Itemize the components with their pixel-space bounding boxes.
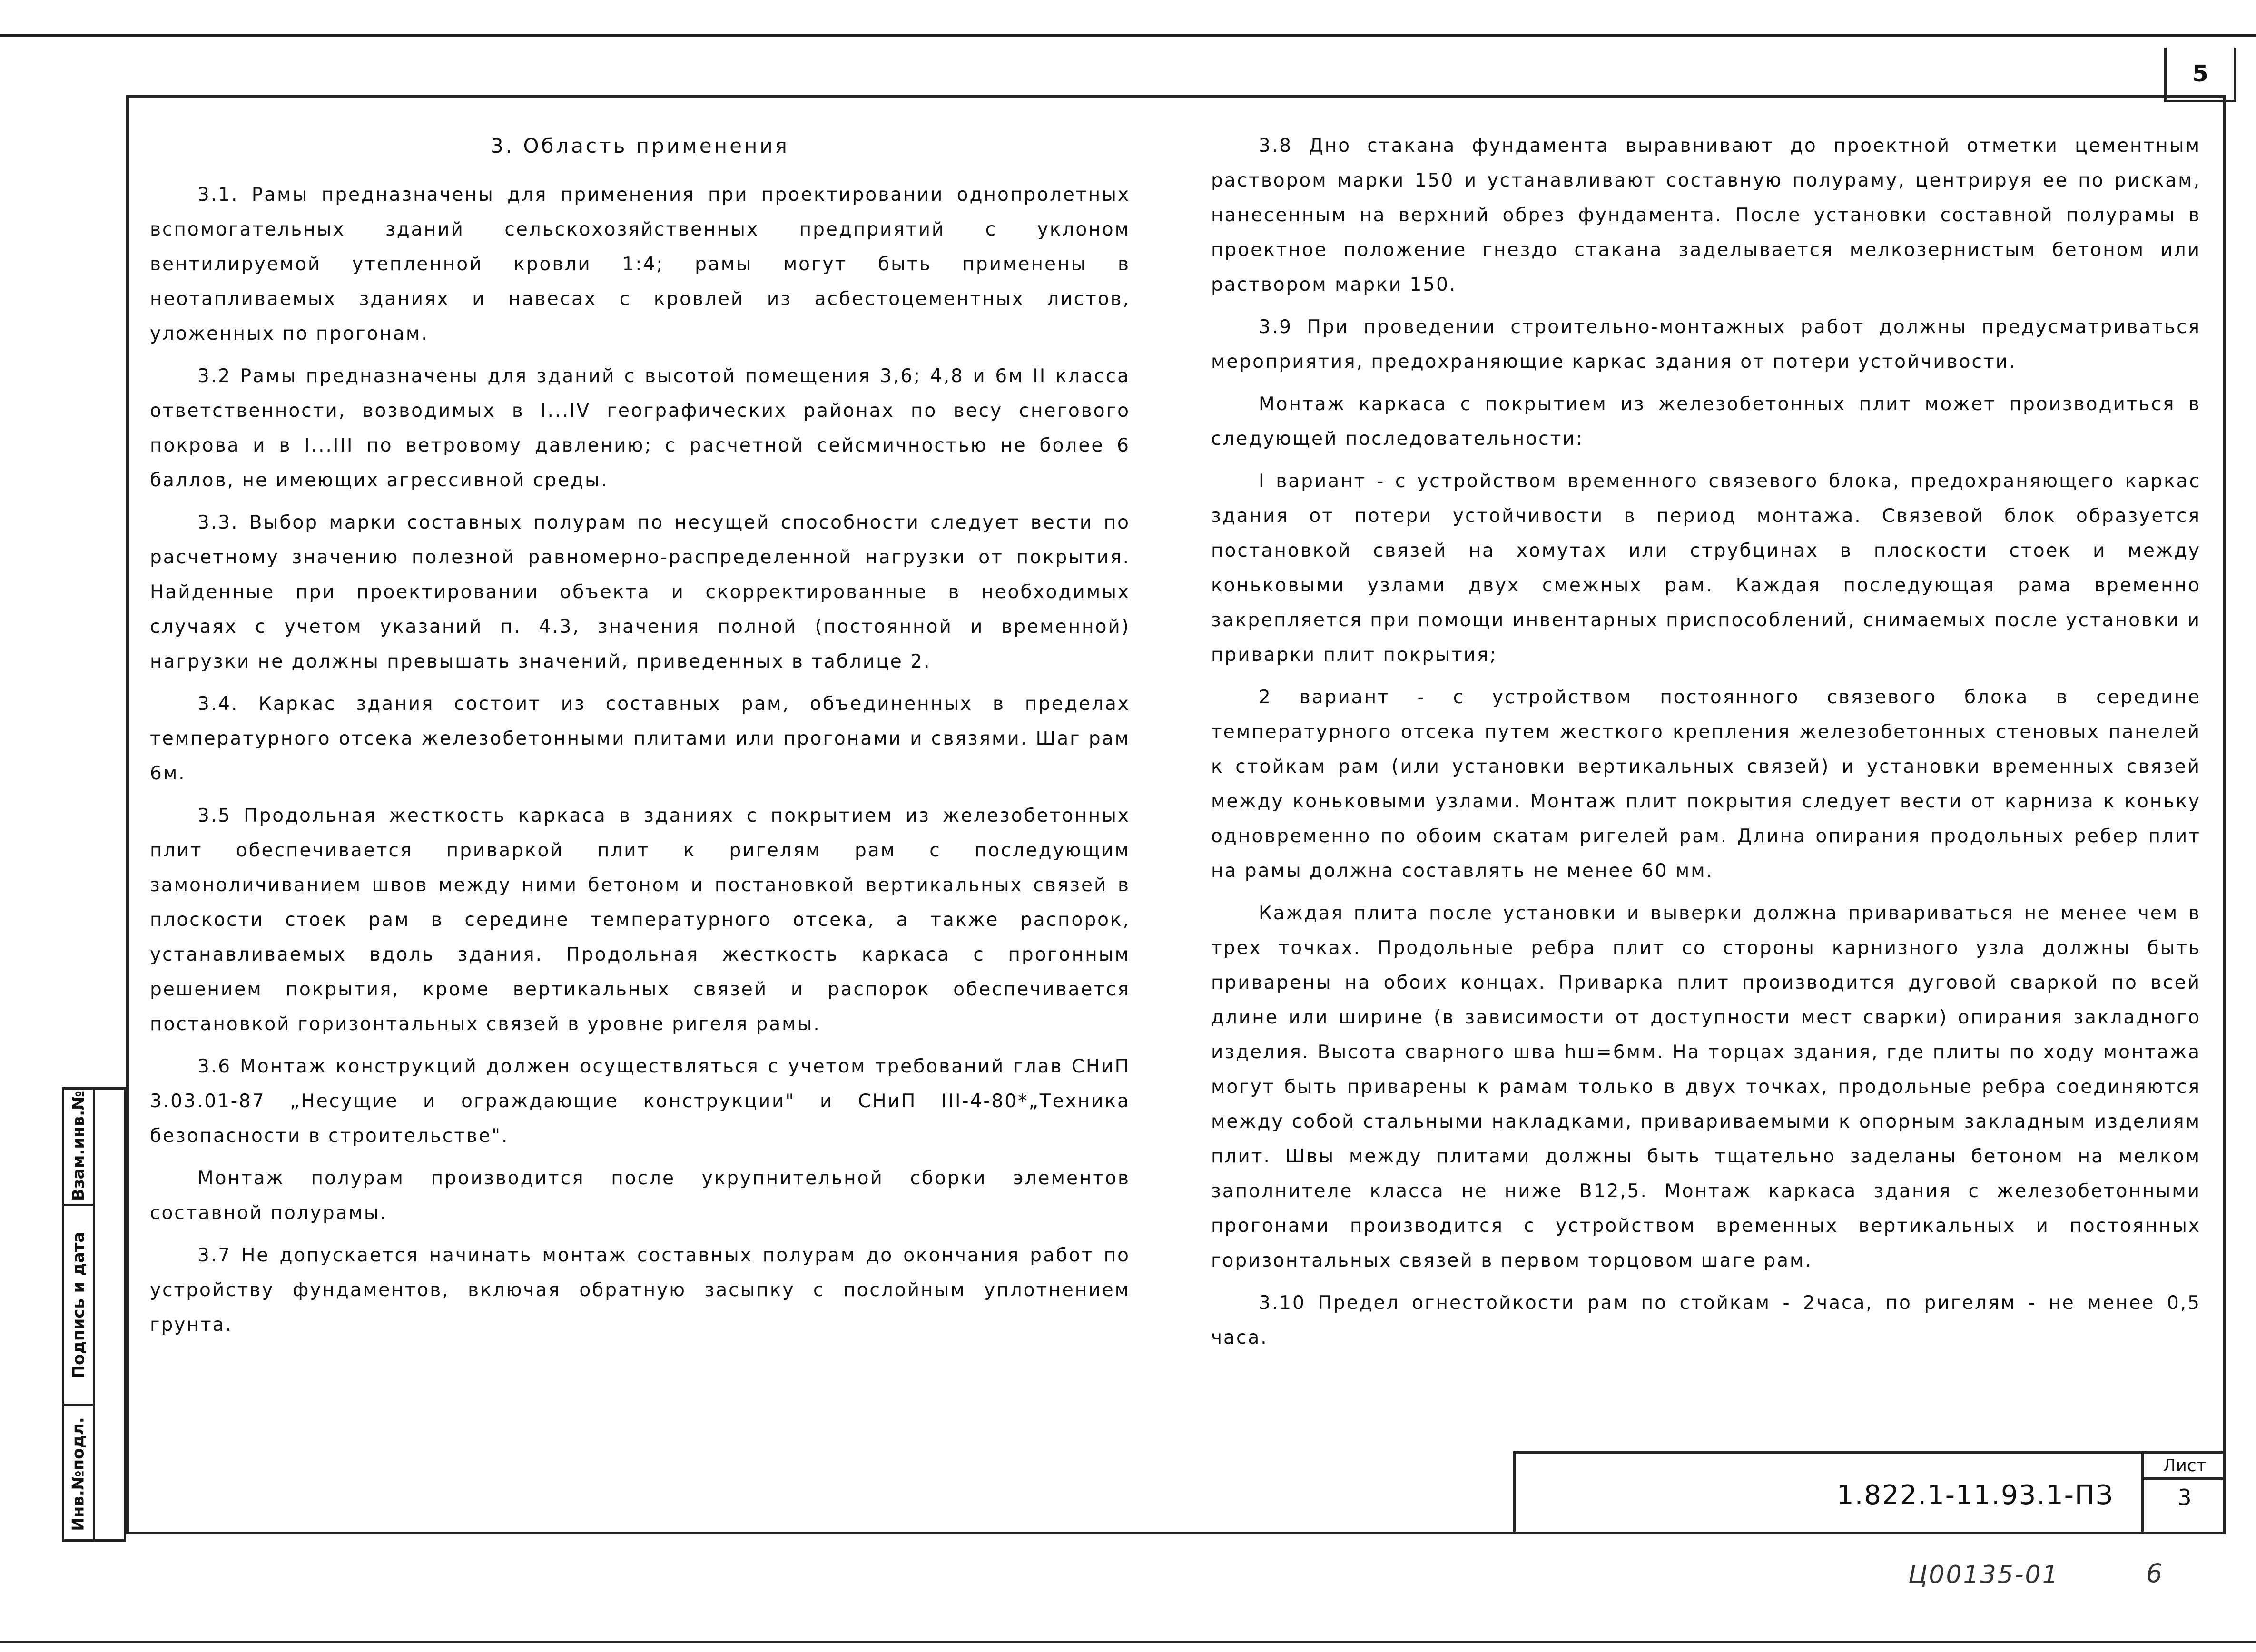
- paragraph-3-8: 3.8 Дно стакана фундамента выравнивают до проектной отметки цементным раствором марки 150 и устанавливают составную полураму, центрируя ее по рискам, нанесенным на верхний обрез фундамента. После установки составной полурамы в проектное положение гнездо стакана заделывается мелкозернистым бетоном или раствором марки 150.: [1211, 135, 2208, 295]
- sheet-label: Лист: [2144, 1454, 2226, 1480]
- paragraph-3-3: 3.3. Выбор марки составных полурам по несущей способности следует вести по расчетному значению полезной равномерно-распределенной нагрузки от покрытия. Найденные при проектировании объекта и скорректированные в необходимых случаях с учетом указаний п. 4.3, значения полной (постоянной и временной) нагрузки не должны превышать значений, приведенных в таблице 2.: [150, 512, 1138, 672]
- section-heading: 3. Область применения: [491, 134, 789, 157]
- paragraph-3-5: 3.5 Продольная жесткость каркаса в зданиях с покрытием из железобетонных плит обеспечивается приваркой плит к ригелям рам с последующим замоноличиванием швов между ними бетоном и постановкой вертикальных связей в плоскости стоек рам в середине температурного отсека, а также распорок, устанавливаемых вдоль здания. Продольная жесткость каркаса с прогонным решением покрытия, кроме вертикальных связей и распорок обеспечивается постановкой горизонтальных связей в уровне ригеля рамы.: [150, 805, 1138, 1035]
- right-column: [1211, 128, 2208, 1363]
- footer-code: Ц00135-01: [1908, 1561, 2059, 1589]
- paragraph-3-2: 3.2 Рамы предназначены для зданий с высотой помещения 3,6; 4,8 и 6м II класса ответственности, возводимых в I...IV географических районах по весу снегового покрова и в I...III по ветровому давлению; с расчетной сейсмичностью не более 6 баллов, не имеющих агрессивной среды.: [150, 365, 1138, 491]
- side-label-inv-podl: Инв.№подл.: [69, 1416, 89, 1531]
- document-code: 1.822.1-11.93.1-ПЗ: [1837, 1480, 2114, 1511]
- bottom-rule: [0, 1641, 2256, 1643]
- paragraph-3-10: 3.10 Предел огнестойкости рам по стойкам - 2часа, по ригелям - не менее 0,5 часа.: [1211, 1292, 2208, 1348]
- left-column: [150, 128, 1138, 1350]
- side-divider: [62, 1087, 95, 1542]
- side-label-podpis: Подпись и дата: [62, 1206, 95, 1406]
- footer-page: 6: [2146, 1558, 2163, 1588]
- paragraph-montazh: Монтаж каркаса с покрытием из железобетонных плит может производиться в следующей последовательности:: [1211, 393, 2208, 450]
- sheet-number: 3: [2177, 1485, 2192, 1510]
- paragraph-3-9: 3.9 При проведении строительно-монтажных работ должны предусматриваться мероприятия, предохраняющие каркас здания от потери устойчивости.: [1211, 316, 2208, 373]
- paragraph-variant-2: 2 вариант - с устройством постоянного связевого блока в середине температурного отсека путем жесткого крепления железобетонных стеновых панелей к стойкам рам (или установки вертикальных связей) и установки временных связей между коньковыми узлами. Монтаж плит покрытия следует вести от карниза к коньку одновременно по обоим скатам ригелей рам. Длина опирания продольных ребер плит на рамы должна составлять не менее 60 мм.: [1211, 687, 2208, 882]
- page-number: 5: [2164, 48, 2236, 102]
- top-rule: [0, 34, 2256, 37]
- paragraph-3-6: 3.6 Монтаж конструкций должен осуществляться с учетом требований глав СНиП 3.03.01-87 „Несущие и ограждающие конструкции" и СНиП III-4-80*„Техника безопасности в строительстве".: [150, 1056, 1138, 1147]
- paragraph-3-4: 3.4. Каркас здания состоит из составных рам, объединенных в пределах температурного отсека железобетонными плитами или прогонами и связями. Шаг рам 6м.: [150, 693, 1138, 784]
- side-label-vzam: Взам.инв.№: [62, 1087, 95, 1206]
- paragraph-3-6-cont: Монтаж полурам производится после укрупнительной сборки элементов составной полурамы.: [150, 1168, 1138, 1224]
- paragraph-3-1: 3.1. Рамы предназначены для применения при проектировании однопролетных вспомогательных зданий сельскохозяйственных предприятий с уклоном вентилируемой утепленной кровли 1:4; рамы могут быть применены в неотапливаемых зданиях и навесах с кровлей из асбестоцементных листов, уложенных по прогонам.: [150, 184, 1138, 344]
- paragraph-variant-1: I вариант - с устройством временного связевого блока, предохраняющего каркас здания от потери устойчивости в период монтажа. Связевой блок образуется постановкой связей на хомутах или струбцинах в плоскости стоек и между коньковыми узлами двух смежных рам. Каждая последующая рама временно закрепляется при помощи инвентарных приспособлений, снимаемых после установки и приварки плит покрытия;: [1211, 471, 2208, 666]
- paragraph-plates: Каждая плита после установки и выверки должна привариваться не менее чем в трех точках. Продольные ребра плит со стороны карнизного узла должны быть приварены на обоих концах. Приварка плит производится дуговой сваркой по всей длине или ширине (в зависимости от доступности мест сварки) опирания закладного изделия. Высота сварного шва hш=6мм. На торцах здания, где плиты по ходу монтажа могут быть приварены к рамам только в двух точках, продольные ребра соединяются между собой стальными накладками, привариваемыми к опорным закладным изделиям плит. Швы между плитами должны быть тщательно заделаны бетоном на мелком заполнителе класса не ниже В12,5. Монтаж каркаса здания с железобетонными прогонами производится с устройством временных вертикальных и постоянных горизонтальных связей в первом торцовом шаге рам.: [1211, 903, 2208, 1271]
- paragraph-3-7: 3.7 Не допускается начинать монтаж составных полурам до окончания работ по устройству фундаментов, включая обратную засыпку с послойным уплотнением грунта.: [150, 1245, 1138, 1336]
